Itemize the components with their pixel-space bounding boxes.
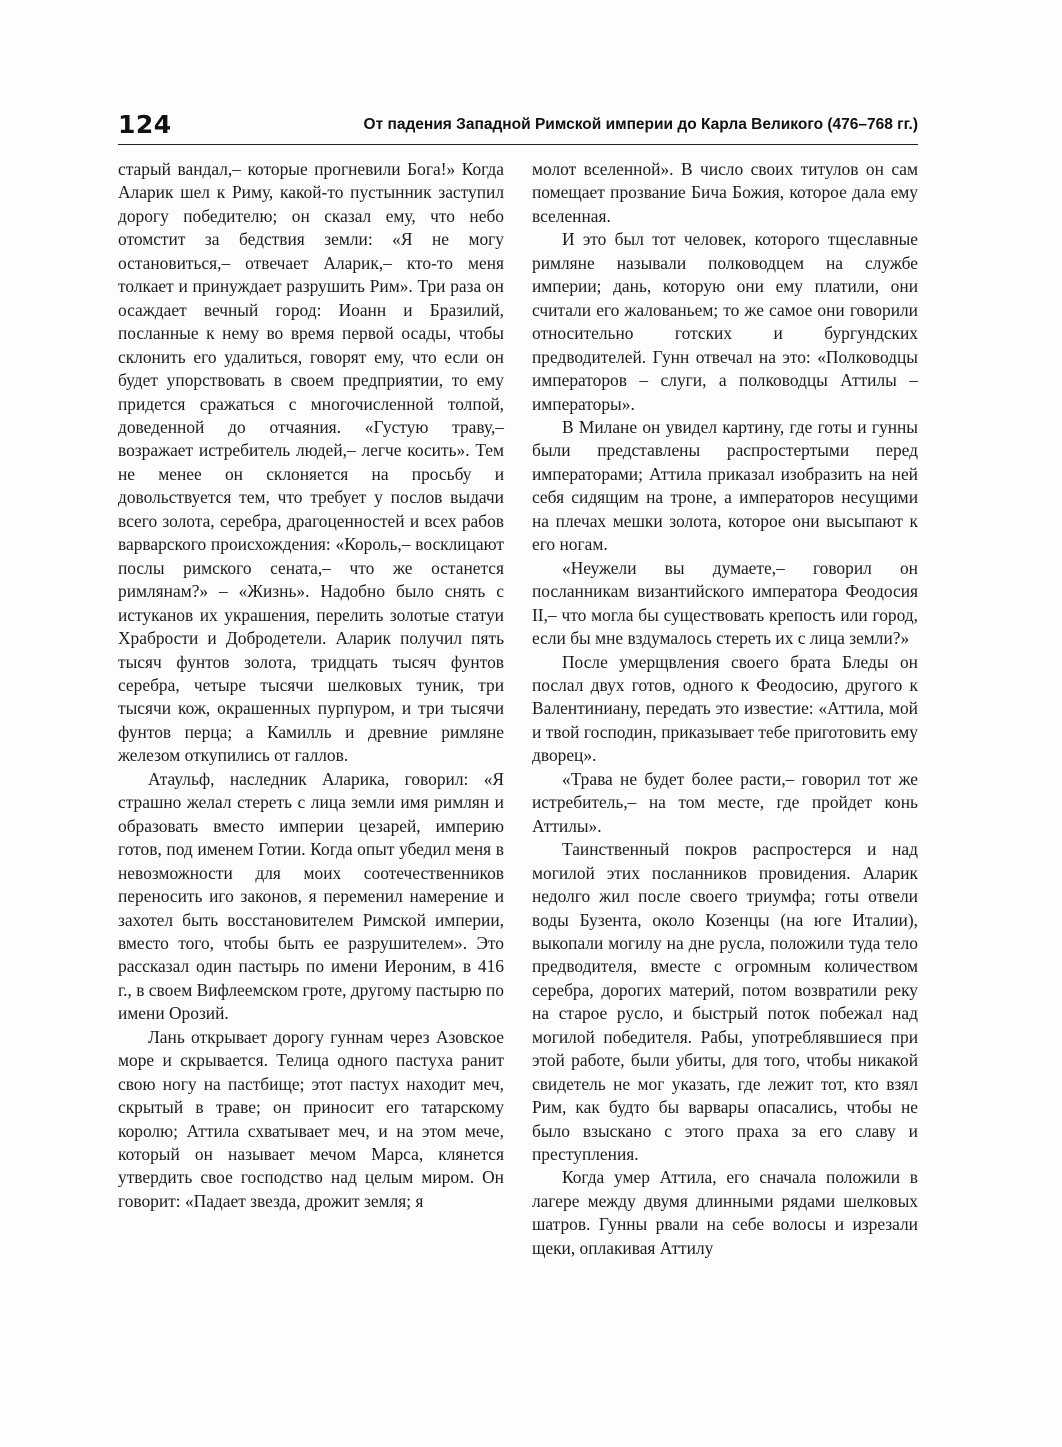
paragraph-continued: молот вселенной». В число своих титулов он сам помещает прозвание Бича Божия, которое дала ему вселенная. — [532, 159, 918, 226]
paragraph-continued: старый вандал,– которые прогневили Бога!» Когда Аларик шел к Риму, какой-то пустынник заступил дорогу победителю; он сказал ему, что небо отомстит за бедствия земли: «Я не могу остановиться,– отвечает Аларик,– кто-то меня толкает и принуждает разрушить Рим». Три раза он осаждает вечный город: Иоанн и Бразилий, посланные к нему во время первой осады, чтобы склонить его удалиться, говорят ему, что если он будет упорствовать в своем предприятии, то ему придется сражаться с многочисленной толпой, доведенной до отчаяния. «Густую траву,– возражает истребитель людей,– легче косить». Тем не менее он склоняется на просьбу и довольствуется тем, что требует у послов выдачи всего золота, серебра, драгоценностей и всех рабов варварского происхождения: «Король,– восклицают послы римского сената,– что же останется римлянам?» – «Жизнь». Надобно было снять с истуканов их украшения, перелить золотые статуи Храбрости и Добродетели. Аларик получил пять тысяч фунтов золота, тридцать тысяч фунтов серебра, четыре тысячи шелковых туник, три тысячи кож, окрашенных пурпуром, и три тысячи фунтов перца; а Камилль и древние римляне железом откупились от галлов. — [118, 159, 504, 766]
paragraph: «Неужели вы думаете,– говорил он посланникам византийского императора Феодосия II,– что могла бы существовать крепость или город, если бы мне вздумалось стереть их с лица земли?» — [532, 557, 918, 649]
page-number: 124 — [118, 110, 172, 139]
paragraph: В Милане он увидел картину, где готы и гунны были представлены распростертыми перед императорами; Аттила приказал изобразить на ней себя сидящим на троне, а императоров несущими на плечах мешки золота, которое они высыпают к его ногам. — [532, 416, 918, 555]
paragraph: Лань открывает дорогу гуннам через Азовское море и скрывается. Телица одного пастуха ранит свою ногу на пастбище; этот пастух находит меч, скрытый в траве; он приносит его татарскому королю; Аттила схватывает меч, и на этом мече, который он называет мечом Марса, клянется утвердить свое господство над целым миром. Он говорит: «Падает звезда, дрожит земля; я — [118, 1026, 504, 1211]
paragraph: Таинственный покров распростерся и над могилой этих посланников провидения. Аларик недолго жил после своего триумфа; готы отвели воды Бузента, около Козенцы (на юге Италии), выкопали могилу на дне русла, положили туда тело предводителя, вместе с огромным количеством серебра, дорогих материй, потом возвратили реку на старое русло, и быстрый поток побежал над могилой победителя. Рабы, употреблявшиеся при этой работе, были убиты, для того, чтобы никакой свидетель не мог указать, где лежит тот, кто взял Рим, как будто бы варвары опасались, чтобы не было взыскано с этого праха за его славу и преступления. — [532, 839, 918, 1165]
right-text-column — [532, 158, 918, 1260]
paragraph: И это был тот человек, которого тщеславные римляне называли полководцем на службе империи; дань, которую они ему платили, они считали его жалованьем; то же самое они говорили относительно готских и бургундских предводителей. Гунн отвечал на это: «Полководцы императоров – слуги, а полководцы Аттилы – императоры». — [532, 229, 918, 414]
running-title: От падения Западной Римской империи до Карла Великого (476–768 гг.) — [363, 116, 918, 133]
paragraph: Когда умер Аттила, его сначала положили в лагере между двумя длинными рядами шелковых шатров. Гунны рвали на себе волосы и изрезали щеки, оплакивая Аттилу — [532, 1167, 918, 1258]
left-text-column — [118, 158, 504, 1213]
paragraph: «Трава не будет более расти,– говорил тот же истребитель,– на том месте, где пройдет конь Аттилы». — [532, 768, 918, 836]
page-header — [118, 108, 918, 145]
paragraph: Атаульф, наследник Аларика, говорил: «Я страшно желал стереть с лица земли имя римлян и образовать вместо империи цезарей, империю готов, под именем Готии. Когда опыт убедил меня в невозможности для моих соотечественников переносить иго законов, я переменил намерение и захотел быть восстановителем Римской империи, вместо того, чтобы быть ее разрушителем». Это рассказал один пастырь по имени Иероним, в 416 г., в своем Вифлеемском гроте, другому пастырю по имени Орозий. — [118, 768, 504, 1024]
paragraph: После умерщвления своего брата Бледы он послал двух готов, одного к Феодосию, другого к Валентиниану, передать это известие: «Аттила, мой и твой господин, приказывает тебе приготовить ему дворец». — [532, 651, 918, 766]
